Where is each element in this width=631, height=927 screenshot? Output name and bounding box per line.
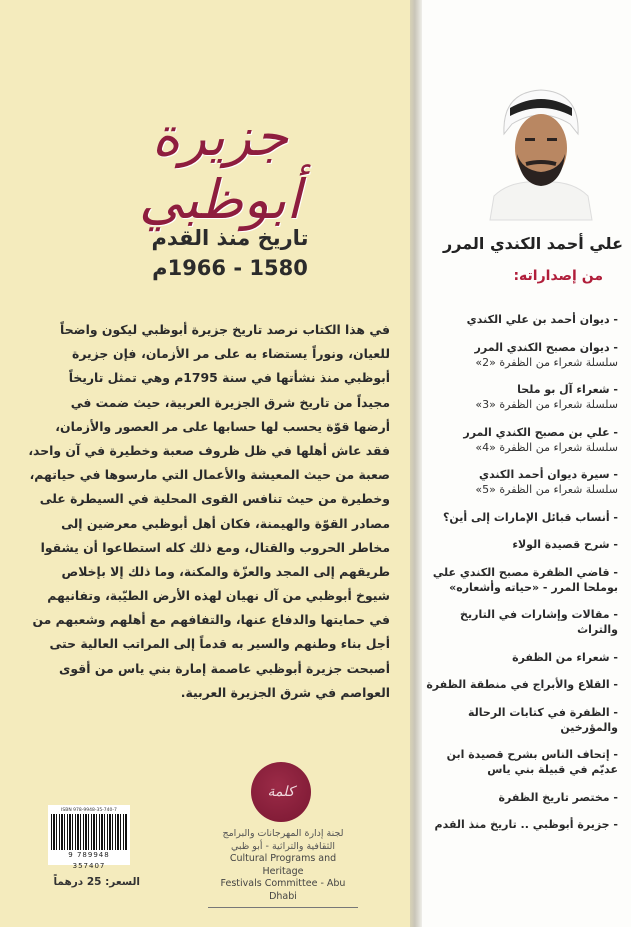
blurb-line: وخطيرة من حيث تنافس القوى المحلية في السيطرة على [39,491,390,507]
publication-item [424,312,618,327]
publication-title: - ديوان أحمد بن علي الكندي [466,313,618,326]
publication-item [424,677,618,692]
blurb-line: أصبحت جزيرة أبوظبي عاصمة إمارة بني ياس من أقوى [59,660,390,676]
publication-item [424,537,618,552]
publication-item [424,382,618,412]
publication-title: - مختصر تاريخ الظفرة [498,790,618,804]
author-photo [490,84,592,220]
logo-lettering: كلمة [267,784,295,800]
publisher-name-en-2: Festivals Committee - Abu Dhabi [220,878,346,902]
publisher-name-en-1: Cultural Programs and Heritage [229,853,337,877]
publication-title: - شرح قصيدة الولاء [512,538,618,551]
publication-title: - أنساب قبائل الإمارات إلى أين؟ [442,510,618,524]
publication-title: - إتحاف الناس بشرح قصيدة ابن عديّم في قبيلة بني ياس [446,748,618,776]
publication-item [424,650,618,665]
publisher-name [208,828,358,908]
book-spine-fold [410,0,422,927]
publication-item [424,467,618,497]
blurb-text [28,318,390,705]
blurb-line: طريقهم إلى المجد والعزّة والمكنة، وما ذلك إلا بإخلاص [61,563,390,579]
publication-item [424,705,618,735]
blurb-line: في هذا الكتاب نرصد تاريخ جزيرة أبوظبي ليكون واضحاً [60,322,390,337]
blurb-line: أجل بناء وطنهم والسير به قدماً إلى المراتب العالية حتى [49,636,390,652]
publication-series: سلسلة شعراء من الظفرة «4» [475,440,618,454]
publication-title: - الظفرة في كتابات الرحالة والمؤرخين [467,705,618,734]
publication-item [424,790,618,805]
publisher-logo-seal [251,762,311,822]
publication-title: - سيرة ديوان أحمد الكندي [478,468,618,481]
blurb-line: شيوخ أبوظبي من آل نهيان لهذه الأرض الطيّبة، وتفانيهم [47,588,390,604]
blurb-line: العواصم في شرق الجزيرة العربية. [180,684,390,700]
book-title-calligraphy: جزيرة أبوظبي [138,105,302,231]
publication-item [424,747,618,777]
publications-list [424,312,618,845]
publication-title: - القلاع والأبراج في منطقة الظفرة [426,678,618,691]
blurb-line: أبوظبي منذ نشأتها في سنة 1795م وهي تمثل تاريخاً [68,370,390,386]
publication-item [424,340,618,370]
barcode-bars [51,814,127,850]
divider [208,907,358,908]
blurb-line: مخاطر الحروب والقتال، ومع ذلك كله استطاعوا أن يشقوا [40,539,390,555]
publication-title: - قاضي الظفرة مصبح الكندي علي بوملحا المرر - «حياته وأشعاره» [432,565,618,594]
publication-item [424,565,618,595]
publication-title: - مقالات وإشارات في التاريخ والتراث [460,608,618,636]
blurb-line: للعيان، ونوراً يستضاء به على مر الأزمان، فإن جزيرة [72,346,390,362]
publisher-name-ar-1: لجنة إدارة المهرجانات والبرامج [222,828,344,839]
publication-title: - جزيرة أبوظبي .. تاريخ منذ القدم [434,818,618,831]
publication-title: - ديوان مصبح الكندي المرر [474,340,618,354]
author-name: علي أحمد الكندي المرر [443,234,623,253]
publication-item [424,607,618,637]
isbn-label: ISBN 978-9948-35-740-7 [61,808,117,813]
publication-series: سلسلة شعراء من الظفرة «3» [475,398,618,411]
publication-series: سلسلة شعراء من الظفرة «5» [475,483,618,496]
blurb-line: مجيداً من تاريخ شرق الجزيرة العربية، حيث ضمت في [70,394,390,410]
barcode-number: 9 789948 357407 [68,851,110,870]
publication-title: - شعراء من الظفرة [512,650,618,664]
blurb-line: صعبة من حيث المعيشة والأعمال التي مارسوها في حياتهم، [29,467,390,483]
publication-title: - شعراء آل بو ملحا [517,383,618,396]
isbn-barcode [48,805,130,870]
blurb-line: مصادر القوّة والهيمنة، فكان أهل أبوظبي معرضين إلى [61,515,390,531]
blurb-line: في حمايتها والدفاع عنها، والتفافهم مع أهلهم وشعبهم من [32,612,390,628]
publisher-name-ar-2: الثقافية والتراثية - أبو ظبي [230,840,336,852]
book-subtitle: تاريخ منذ القدم [151,226,309,250]
blurb-line: أرضها قوّة يحسب لها حسابها على مر العصور والأزمان، [55,418,390,434]
price-label: السعر: 25 درهماً [53,876,140,888]
publication-title: - علي بن مصبح الكندي المرر [463,425,618,439]
book-years: 1580 - 1966م [152,256,308,280]
publication-item [424,425,618,455]
publication-item [424,817,618,832]
blurb-line: فقد عاش أهلها في ظل ظروف صعبة وخطيرة في آن واحد، [28,442,390,458]
publication-item [424,510,618,525]
author-portrait-icon [490,84,592,220]
publication-series: سلسلة شعراء من الظفرة «2» [475,355,618,369]
publications-heading: من إصداراته: [513,268,603,284]
